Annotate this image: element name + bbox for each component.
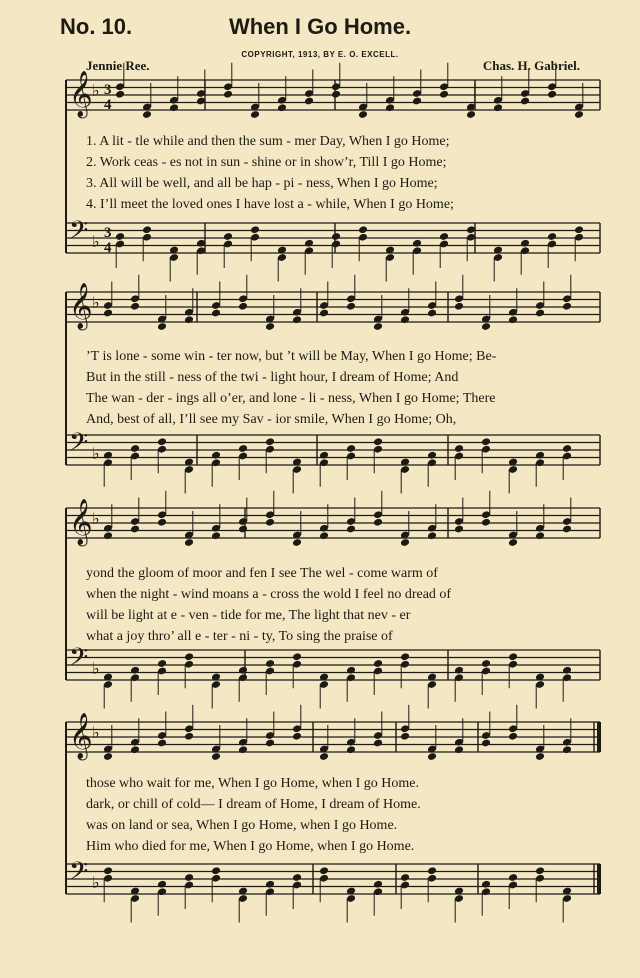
- treble-clef-icon: 𝄞: [69, 71, 93, 117]
- note-head: [157, 880, 167, 889]
- note-head: [346, 444, 356, 453]
- note-head: [481, 322, 491, 331]
- note-head: [373, 437, 383, 446]
- lyric-line: But in the still - ness of the twi - light hour, I dream of Home; And: [86, 370, 459, 385]
- note-head: [130, 302, 140, 311]
- note-head: [481, 518, 491, 527]
- note-head: [265, 518, 275, 527]
- note-head: [454, 525, 464, 534]
- note-head: [481, 739, 491, 748]
- note-head: [562, 666, 572, 675]
- note-head: [211, 752, 221, 761]
- note-head: [115, 232, 125, 241]
- note-head: [130, 525, 140, 534]
- note-head: [265, 322, 275, 331]
- note-head: [238, 666, 248, 675]
- note-head: [562, 302, 572, 311]
- lyric-line: when the night - wind moans a - cross the wold I feel no dread of: [86, 587, 452, 602]
- note-head: [547, 90, 557, 99]
- note-head: [184, 652, 194, 661]
- flat-sign-icon: ♭: [92, 509, 100, 528]
- note-head: [238, 302, 248, 311]
- note-head: [184, 732, 194, 741]
- note-head: [157, 659, 167, 668]
- note-head: [481, 880, 491, 889]
- flat-sign-icon: ♭: [92, 659, 100, 678]
- lyric-line: those who wait for me, When I go Home, when I go Home.: [86, 776, 419, 791]
- note-head: [358, 110, 368, 119]
- lyricist-credit: Jennie Ree.: [86, 58, 150, 73]
- note-head: [574, 225, 584, 234]
- note-head: [103, 866, 113, 875]
- note-head: [157, 739, 167, 748]
- lyric-line: dark, or chill of cold— I dream of Home, I dream of Home.: [86, 797, 421, 812]
- lyric-line: was on land or sea, When I go Home, when I go Home.: [86, 818, 398, 833]
- note-head: [427, 752, 437, 761]
- bass-clef-icon: 𝄢: [69, 428, 89, 463]
- note-head: [520, 97, 530, 106]
- note-head: [400, 315, 410, 324]
- note-head: [373, 659, 383, 668]
- note-head: [508, 732, 518, 741]
- note-head: [466, 110, 476, 119]
- note-head: [412, 97, 422, 106]
- note-head: [319, 752, 329, 761]
- note-head: [304, 97, 314, 106]
- note-head: [373, 880, 383, 889]
- note-head: [184, 538, 194, 547]
- note-head: [238, 444, 248, 453]
- note-head: [130, 444, 140, 453]
- treble-clef-icon: 𝄞: [69, 283, 93, 329]
- lyric-line: 4. I’ll meet the loved ones I have lost a - while, When I go Home;: [86, 197, 454, 212]
- note-head: [535, 866, 545, 875]
- note-head: [223, 232, 233, 241]
- note-head: [103, 309, 113, 318]
- note-head: [292, 873, 302, 882]
- note-head: [157, 322, 167, 331]
- note-head: [319, 451, 329, 460]
- note-head: [439, 90, 449, 99]
- note-head: [373, 322, 383, 331]
- lyrics-system-1: [86, 131, 594, 215]
- note-head: [238, 525, 248, 534]
- note-head: [211, 866, 221, 875]
- note-head: [562, 444, 572, 453]
- note-head: [211, 309, 221, 318]
- note-head: [400, 652, 410, 661]
- lyric-line: And, best of all, I’ll see my Sav - ior smile, When I go Home; Oh,: [86, 412, 457, 427]
- note-head: [292, 732, 302, 741]
- note-head: [211, 531, 221, 540]
- note-head: [400, 873, 410, 882]
- flat-sign-icon: ♭: [92, 293, 100, 312]
- bass-clef-icon: 𝄢: [69, 643, 89, 678]
- note-head: [331, 232, 341, 241]
- note-head: [130, 666, 140, 675]
- lyric-line: Him who died for me, When I go Home, when I go Home.: [86, 839, 415, 854]
- note-head: [184, 315, 194, 324]
- lyrics-system-3: [86, 563, 594, 647]
- note-head: [427, 866, 437, 875]
- note-head: [400, 538, 410, 547]
- hymn-title: When I Go Home.: [228, 14, 412, 39]
- lyric-line: will be light at e - ven - tide for me, The light that nev - er: [86, 608, 411, 623]
- note-head: [373, 518, 383, 527]
- note-head: [454, 444, 464, 453]
- note-head: [481, 437, 491, 446]
- note-head: [562, 525, 572, 534]
- note-head: [454, 302, 464, 311]
- flat-sign-icon: ♭: [92, 873, 100, 892]
- hymn-number: No. 10.: [60, 14, 133, 39]
- note-head: [292, 538, 302, 547]
- note-head: [358, 225, 368, 234]
- note-head: [400, 732, 410, 741]
- time-signature-digit: 3: [104, 225, 112, 241]
- flat-sign-icon: ♭: [92, 232, 100, 251]
- flat-sign-icon: ♭: [92, 444, 100, 463]
- note-head: [265, 739, 275, 748]
- note-head: [346, 525, 356, 534]
- note-head: [304, 239, 314, 248]
- note-head: [250, 110, 260, 119]
- note-head: [292, 652, 302, 661]
- note-head: [346, 745, 356, 754]
- final-barline-thick: [597, 864, 601, 894]
- note-head: [331, 90, 341, 99]
- note-head: [427, 451, 437, 460]
- note-head: [454, 666, 464, 675]
- note-head: [142, 225, 152, 234]
- time-signature-digit: 4: [104, 97, 112, 113]
- note-head: [319, 309, 329, 318]
- lyric-line: 1. A lit - tle while and then the sum - mer Day, When I go Home;: [86, 134, 450, 149]
- note-head: [481, 659, 491, 668]
- lyrics-system-2: [86, 346, 594, 430]
- treble-clef-icon: 𝄞: [69, 713, 93, 759]
- note-head: [292, 315, 302, 324]
- bass-clef-icon: 𝄢: [69, 216, 89, 251]
- note-head: [265, 659, 275, 668]
- lyric-line: yond the gloom of moor and fen I see The wel - come warm of: [86, 566, 438, 581]
- lyrics-system-4: [86, 773, 594, 857]
- lyric-line: ’T is lone - some win - ter now, but ’t will be May, When I go Home; Be-: [86, 349, 497, 364]
- lyric-line: 2. Work ceas - es not in sun - shine or in show’r, Till I go Home;: [86, 155, 447, 170]
- final-barline-thick: [597, 722, 601, 752]
- note-head: [454, 745, 464, 754]
- note-head: [211, 451, 221, 460]
- lyric-line: what a joy thro’ all e - ter - ni - ty, To sing the praise of: [86, 629, 393, 644]
- composer-credit: Chas. H. Gabriel.: [482, 58, 580, 73]
- note-head: [157, 437, 167, 446]
- bass-clef-icon: 𝄢: [69, 857, 89, 892]
- treble-clef-icon: 𝄞: [69, 499, 93, 545]
- lyric-line: 3. All will be well, and all be hap - pi - ness, When I go Home;: [86, 176, 438, 191]
- note-head: [265, 437, 275, 446]
- note-head: [103, 752, 113, 761]
- note-head: [412, 239, 422, 248]
- note-head: [508, 315, 518, 324]
- note-head: [535, 531, 545, 540]
- note-head: [130, 745, 140, 754]
- note-head: [385, 103, 395, 112]
- note-head: [250, 225, 260, 234]
- note-head: [439, 232, 449, 241]
- note-head: [535, 752, 545, 761]
- note-head: [277, 103, 287, 112]
- note-head: [265, 880, 275, 889]
- note-head: [508, 652, 518, 661]
- note-head: [223, 90, 233, 99]
- note-head: [508, 538, 518, 547]
- note-head: [493, 103, 503, 112]
- note-head: [103, 531, 113, 540]
- note-head: [103, 451, 113, 460]
- note-head: [427, 531, 437, 540]
- note-head: [169, 103, 179, 112]
- note-head: [520, 239, 530, 248]
- time-signature-digit: 4: [104, 240, 112, 256]
- note-head: [238, 745, 248, 754]
- note-head: [547, 232, 557, 241]
- note-head: [115, 90, 125, 99]
- note-head: [574, 110, 584, 119]
- copyright-notice: COPYRIGHT, 1913, BY E. O. EXCELL.: [241, 50, 399, 59]
- note-head: [535, 451, 545, 460]
- note-head: [319, 866, 329, 875]
- note-head: [346, 666, 356, 675]
- time-signature-digit: 3: [104, 82, 112, 98]
- note-head: [157, 518, 167, 527]
- flat-sign-icon: ♭: [92, 723, 100, 742]
- note-head: [535, 309, 545, 318]
- note-head: [373, 739, 383, 748]
- note-head: [427, 309, 437, 318]
- note-head: [184, 873, 194, 882]
- lyric-line: The wan - der - ings all o’er, and lone - li - ness, When I go Home; There: [86, 391, 496, 406]
- note-head: [508, 873, 518, 882]
- note-head: [562, 745, 572, 754]
- flat-sign-icon: ♭: [92, 81, 100, 100]
- note-head: [346, 302, 356, 311]
- note-head: [319, 531, 329, 540]
- note-head: [142, 110, 152, 119]
